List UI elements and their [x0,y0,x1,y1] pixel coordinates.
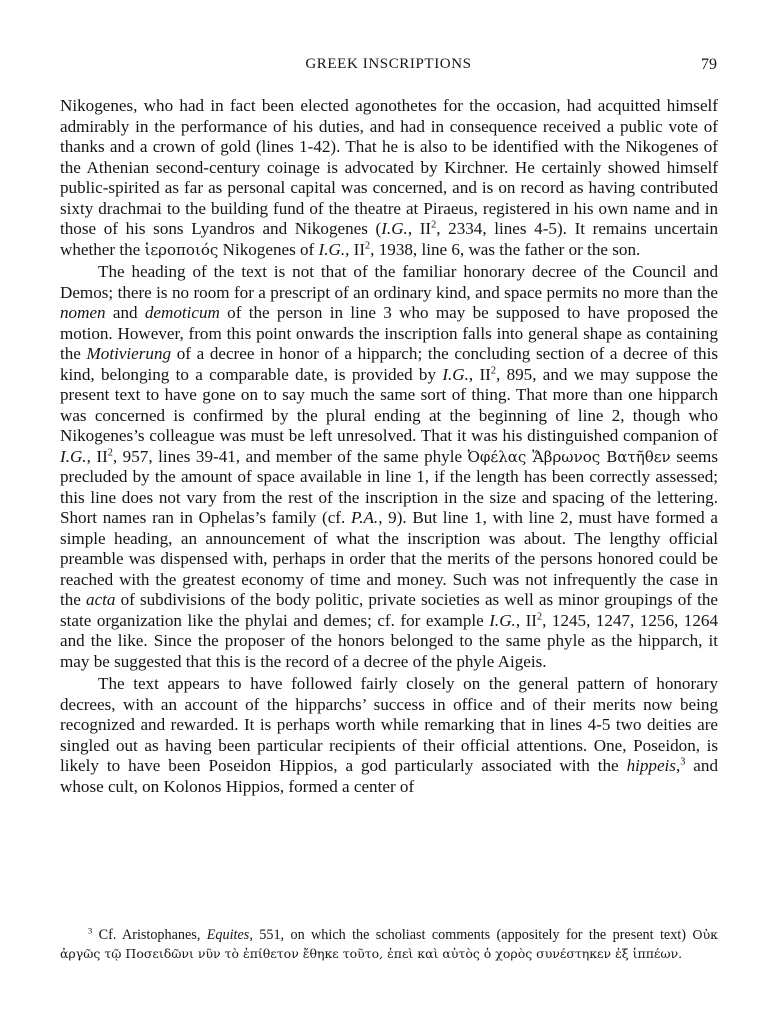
footnote-3 [60,926,718,963]
page-number: 79 [701,56,717,73]
text-run: The heading of the text is not that of the familiar honorary decree of the Council and Demos; there is no room for a prescript of an ordinary kind, and space permits no more than the [60,262,718,302]
text-run: , II [407,219,432,238]
text-run: The text appears to have followed fairly closely on the general pattern of honorary decrees, with an account of the hipparchs’ success in office and of their merits now being recognized and rewarded. It is perhaps worth while remarking that in lines 4-5 two deities are singled out as having been particular recipients of their official attentions. One, Poseidon, is likely to have been Poseidon Hippios, a god particularly associated with the [60,674,718,775]
text-run: , 1245, 1247, 1256, 1264 and the like. Since the proposer of the honors belonged to the same phyle as the hipparch, it may be suggested that this is the record of a decree of the phyle Aigeis. [60,610,718,671]
text-run: , 551, on which the scholiast comments (appositely for the present text) [249,927,693,943]
text-run: , 1938, line 6, was the father or the son. [370,239,641,259]
text-run: seems precluded by the amount of space available in line 1, if the length has been correctly assessed; this line does not vary from the rest of the inscription in the size and spacing of the lettering. Short names ran in Ophelas’s family (cf. [60,446,718,527]
italic-text: I.G. [442,364,469,384]
paragraph-3 [60,674,718,797]
text-run: , II [468,364,491,384]
italic-text: P.A. [350,508,379,527]
italic-text: I.G. [489,610,516,630]
italic-text: nomen [60,303,106,322]
text-run: of the person in line 3 who may be supposed to have proposed the motion. However, from this point onwards the inscription falls into general shape as containing the [60,303,718,363]
superscript: 2 [107,446,113,458]
running-title: GREEK INSCRIPTIONS [305,56,472,72]
italic-text: I.G. [381,219,408,238]
greek-text: Ὀφέλας Ἅβρωνος Βατῆθεν [467,447,671,466]
italic-text: hippeis [626,756,676,775]
footnotes [60,926,718,963]
superscript: 2 [365,239,371,251]
italic-text: I.G. [60,446,87,466]
italic-text: Equites [206,927,250,943]
text-run: , 9). But line 1, with line 2, must have formed a simple heading, an announcement of what the inscription was about. The lengthy official preamble was dispensed with, perhaps in order that the merits of the persons honored could be reached with the greatest economy of time and money. Such was not infrequently the case in the [60,508,719,609]
greek-text: ἱεροποιός [144,240,219,259]
text-run: , 895, and we may suppose the present text to have gone on to say much the same sort of thing. That more than one hipparch was concerned is confirmed by the plural ending at the beginning of line 2, though who Nikogenes’s colleague was must be left unresolved. That it was his distinguished companion of [60,364,718,445]
paragraph-2 [60,262,718,672]
italic-text: I.G. [318,239,346,259]
paragraph-1 [60,96,718,260]
text-run: , 2334, lines 4-5). It remains uncertain whether the [60,219,718,259]
italic-text: demoticum [144,303,220,322]
text-run: and whose cult, on Kolonos Hippios, formed a center of [60,756,718,796]
text-run: , II [345,239,366,259]
italic-text: acta [86,590,116,609]
superscript: 3 [88,925,93,936]
superscript: 2 [431,219,437,231]
italic-text: Motivierung [86,344,172,363]
superscript: 2 [490,364,497,376]
superscript: 2 [537,610,543,622]
greek-text: Οὐκ ἀργῶς τῷ Ποσειδῶνι νῦν τὸ ἐπίθετον ἔθηκε τοῦτο, ἐπεὶ καὶ αὐτὸς ὁ χορὸς συνέστηκεν ἐξ ἱππέων. [60,927,718,961]
text-run: , [675,756,681,775]
text-run: , 957, lines 39-41, and member of the same phyle [112,446,468,466]
superscript: 3 [680,756,686,768]
text-run: Nikogenes of [218,239,319,259]
text-run: of a decree in honor of a hipparch; the concluding section of a decree of this kind, belonging to a comparable date, is provided by [60,344,718,384]
text-run: , II [86,446,108,466]
text-run: and [105,303,145,322]
body-text [60,96,718,797]
page-header [60,56,717,80]
text-run: , II [515,610,537,630]
text-run: Nikogenes, who had in fact been elected agonothetes for the occasion, had acquitted himself admirably in the performance of his duties, and had in consequence received a public vote of thanks and a crown of gold (lines 1-42). That he is also to be identified with the Nikogenes of the Athenian second-century coinage is advocated by Kirchner. He certainly showed himself public-spirited as far as personal capital was concerned, and is on record as having contributed sixty drachmai to the building fund of the theatre at Piraeus, registered in his own name and in those of his sons Lyandros and Nikogenes ( [60,96,718,238]
text-run: Cf. Aristophanes, [92,927,207,943]
text-run: of subdivisions of the body politic, private societies as well as minor groupings of the state organization like the phylai and demes; cf. for example [60,590,718,630]
